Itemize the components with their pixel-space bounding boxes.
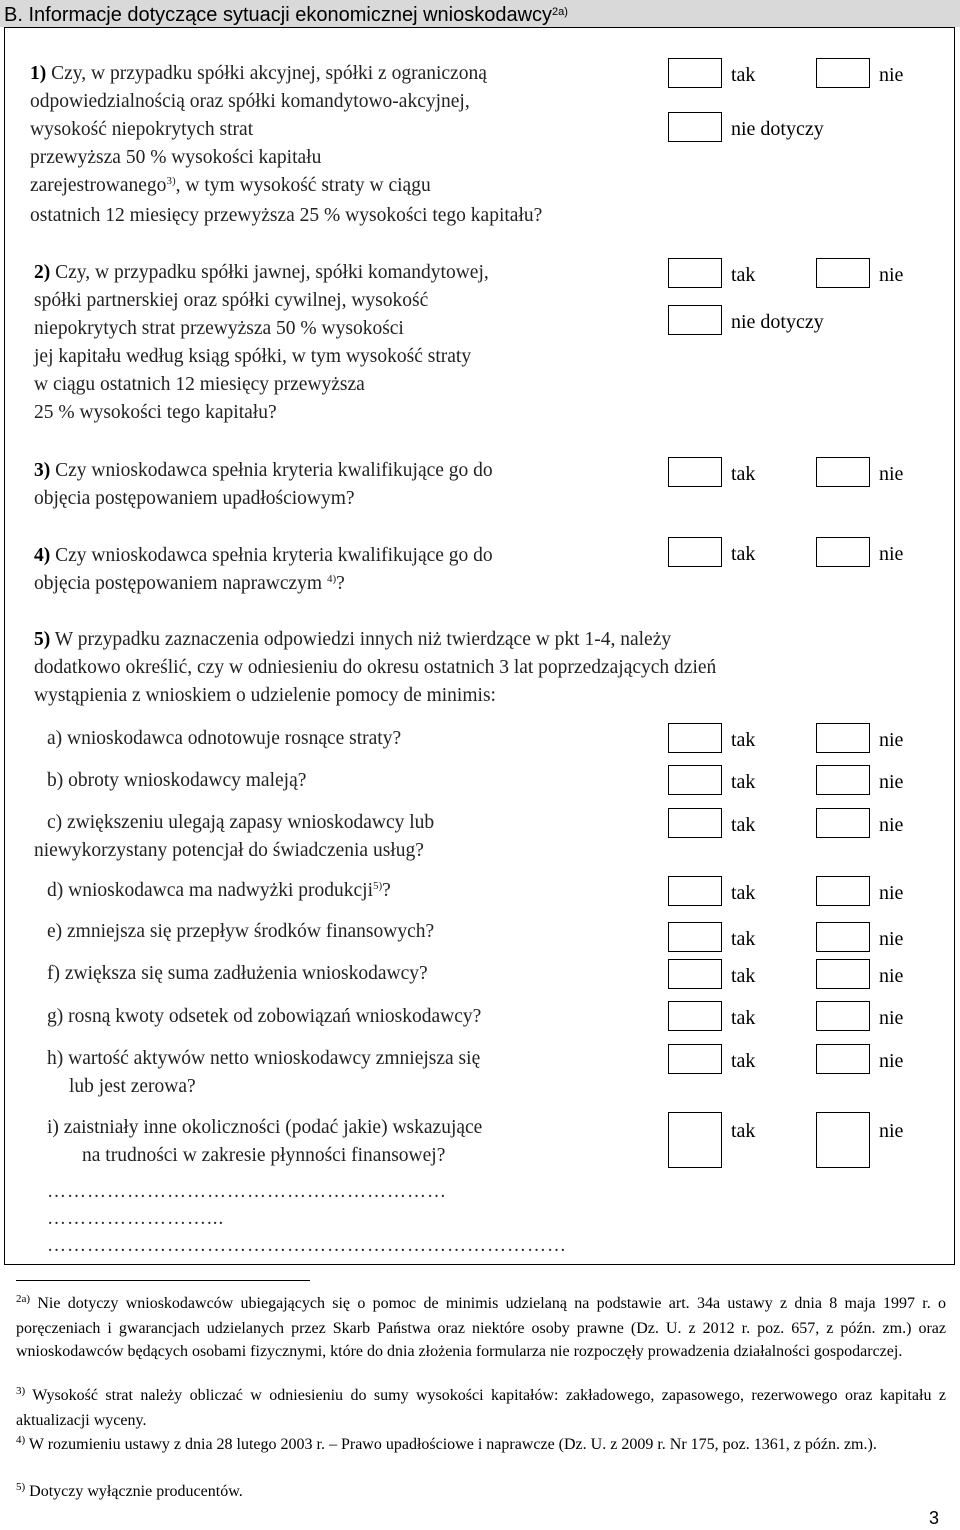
question-3 (34, 457, 493, 513)
q1-nie-label: nie (879, 64, 904, 86)
subquestion-line: c) zwiększeniu ulegają zapasy wnioskodawcy lub (47, 812, 435, 833)
qf-nie-label: nie (879, 965, 904, 987)
qg-tak-checkbox[interactable] (668, 1001, 722, 1031)
section-title-text: B. Informacje dotyczące sytuacji ekonomicznej wnioskodawcy (4, 4, 553, 26)
subquestion-line: e) zmniejsza się przepływ środków finansowych? (47, 921, 435, 942)
qg-nie-label: nie (879, 1007, 904, 1029)
qi-tak-label: tak (731, 1120, 756, 1142)
question-1 (30, 60, 542, 230)
question-1-line: , w tym wysokość straty w ciągu (175, 175, 431, 196)
subquestion-h (47, 1045, 480, 1101)
q1-nie-dotyczy-checkbox[interactable] (668, 112, 722, 142)
q2-tak-label: tak (731, 264, 756, 286)
question-5-number: 5) (34, 629, 51, 650)
subquestion-line: i) zaistniały inne okoliczności (podać jakie) wskazujące (47, 1117, 483, 1138)
section-title (4, 3, 568, 30)
subquestion-line: na trudności w zakresie płynności finansowej? (82, 1145, 446, 1166)
q1-nie-dotyczy-label: nie dotyczy (731, 118, 824, 140)
qc-tak-checkbox[interactable] (668, 808, 722, 838)
question-4-number: 4) (34, 545, 51, 566)
subquestion-e (47, 918, 434, 946)
footnote-mark: 4) (16, 1434, 26, 1446)
qa-nie-label: nie (879, 729, 904, 751)
qd-tak-label: tak (731, 882, 756, 904)
fill-in-line-1[interactable]: …………………………………………………… (47, 1181, 447, 1202)
question-2-line: 25 % wysokości tego kapitału? (34, 402, 277, 423)
qe-nie-label: nie (879, 928, 904, 950)
qd-nie-label: nie (879, 882, 904, 904)
footnote-text: Wysokość strat należy obliczać w odniesieniu do sumy wysokości kapitałów: zakładowego, zapasowego, rezerwowego oraz kapitału z aktualizacji wyceny. (16, 1387, 946, 1429)
qc-nie-checkbox[interactable] (816, 808, 870, 838)
qh-nie-label: nie (879, 1050, 904, 1072)
footnote-separator (16, 1280, 310, 1281)
qa-tak-label: tak (731, 729, 756, 751)
q3-nie-label: nie (879, 463, 904, 485)
footnote-ref: 5) (373, 880, 383, 892)
subquestion-tail: ? (382, 880, 391, 901)
question-2-line: Czy, w przypadku spółki jawnej, spółki komandytowej, (50, 262, 489, 283)
qh-tak-checkbox[interactable] (668, 1044, 722, 1074)
subquestion-line: b) obroty wnioskodawcy maleją? (47, 770, 307, 791)
qi-tak-checkbox[interactable] (668, 1112, 722, 1168)
q3-tak-label: tak (731, 463, 756, 485)
question-2-line: niepokrytych strat przewyższa 50 % wysokości (34, 318, 404, 339)
q2-nie-dotyczy-label: nie dotyczy (731, 311, 824, 333)
question-1-line: odpowiedzialnością oraz spółki komandytowo-akcyjnej, (30, 91, 470, 112)
footnote-4 (16, 1433, 946, 1458)
q4-nie-checkbox[interactable] (816, 537, 870, 567)
subquestion-c (34, 809, 435, 865)
question-3-line: objęcia postępowaniem upadłościowym? (34, 488, 355, 509)
qb-nie-label: nie (879, 771, 904, 793)
footnote-3 (16, 1384, 946, 1432)
q4-tak-label: tak (731, 543, 756, 565)
footnote-ref: 4) (326, 573, 337, 585)
qd-tak-checkbox[interactable] (668, 876, 722, 906)
qf-tak-checkbox[interactable] (668, 959, 722, 989)
q3-nie-checkbox[interactable] (816, 457, 870, 487)
question-1-number: 1) (30, 63, 47, 84)
qc-nie-label: nie (879, 814, 904, 836)
qe-tak-checkbox[interactable] (668, 922, 722, 952)
subquestion-line: h) wartość aktywów netto wnioskodawcy zmniejsza się (47, 1048, 481, 1069)
q4-tak-checkbox[interactable] (668, 537, 722, 567)
question-1-line: zarejestrowanego (30, 175, 167, 196)
footnote-text: W rozumieniu ustawy z dnia 28 lutego 2003 r. – Prawo upadłościowe i naprawcze (Dz. U. z 2009 r. Nr 175, poz. 1361, z późn. zm.). (25, 1436, 877, 1453)
qb-tak-label: tak (731, 771, 756, 793)
question-5-line: dodatkowo określić, czy w odniesieniu do okresu ostatnich 3 lat poprzedzających dzień (34, 657, 717, 678)
subquestion-line: d) wnioskodawca ma nadwyżki produkcji (47, 880, 373, 901)
q1-tak-checkbox[interactable] (668, 58, 722, 88)
qc-tak-label: tak (731, 814, 756, 836)
subquestion-f (47, 960, 428, 988)
qh-tak-label: tak (731, 1050, 756, 1072)
footnote-mark: 5) (16, 1481, 26, 1493)
q3-tak-checkbox[interactable] (668, 457, 722, 487)
footnote-5 (16, 1480, 946, 1505)
subquestion-i (47, 1114, 482, 1170)
footnote-ref: 3) (166, 175, 176, 187)
question-3-line: Czy wnioskodawca spełnia kryteria kwalifikujące go do (50, 460, 493, 481)
subquestion-g (47, 1003, 481, 1031)
subquestion-a (47, 725, 401, 753)
question-2-number: 2) (34, 262, 51, 283)
question-4-line: Czy wnioskodawca spełnia kryteria kwalifikujące go do (50, 545, 493, 566)
subquestion-line: lub jest zerowa? (69, 1076, 196, 1097)
qg-nie-checkbox[interactable] (816, 1001, 870, 1031)
q2-tak-checkbox[interactable] (668, 258, 722, 288)
question-1-line: przewyższa 50 % wysokości kapitału (30, 147, 322, 168)
q1-nie-checkbox[interactable] (816, 58, 870, 88)
page-number: 3 (929, 1508, 940, 1528)
footnote-mark: 3) (16, 1385, 26, 1397)
footnote-mark: 2a) (16, 1293, 31, 1305)
subquestion-line: niewykorzystany potencjał do świadczenia usług? (34, 840, 424, 861)
footnote-2a (16, 1292, 946, 1363)
question-2-line: w ciągu ostatnich 12 miesięcy przewyższa (34, 374, 365, 395)
qb-nie-checkbox[interactable] (816, 765, 870, 795)
qi-nie-checkbox[interactable] (816, 1112, 870, 1168)
question-4-line: objęcia postępowaniem naprawczym (34, 573, 327, 594)
qa-nie-checkbox[interactable] (816, 723, 870, 753)
q4-nie-label: nie (879, 543, 904, 565)
qa-tak-checkbox[interactable] (668, 723, 722, 753)
question-2-line: spółki partnerskiej oraz spółki cywilnej, wysokość (34, 290, 429, 311)
subquestion-line: g) rosną kwoty odsetek od zobowiązań wnioskodawcy? (47, 1006, 482, 1027)
qh-nie-checkbox[interactable] (816, 1044, 870, 1074)
qd-nie-checkbox[interactable] (816, 876, 870, 906)
q2-nie-label: nie (879, 264, 904, 286)
fill-in-line-3[interactable]: …………………………………………………………………… (47, 1235, 567, 1256)
qg-tak-label: tak (731, 1007, 756, 1029)
qb-tak-checkbox[interactable] (668, 765, 722, 795)
qf-nie-checkbox[interactable] (816, 959, 870, 989)
qe-tak-label: tak (731, 928, 756, 950)
footnote-text: Dotyczy wyłącznie producentów. (25, 1483, 243, 1500)
question-4-tail: ? (336, 573, 345, 594)
question-5 (34, 626, 716, 710)
qi-nie-label: nie (879, 1120, 904, 1142)
section-title-footnote-ref: 2a) (552, 6, 568, 18)
qe-nie-checkbox[interactable] (816, 922, 870, 952)
q2-nie-checkbox[interactable] (816, 258, 870, 288)
question-4 (34, 542, 493, 600)
subquestion-line: a) wnioskodawca odnotowuje rosnące straty? (47, 728, 402, 749)
footnote-text: Nie dotyczy wnioskodawców ubiegających się o pomoc de minimis udzielaną na podstawie art. 34a ustawy z dnia 8 maja 1997 r. o poręczeniach i gwarancjach udzielanych przez Skarb Państwa oraz niektóre osoby prawne (Dz. U. z 2012 r. poz. 657, z późn. zm.) oraz wnioskodawców będących osobami fizycznymi, które do dnia złożenia formularza nie rozpoczęły prowadzenia działalności gospodarczej. (16, 1295, 946, 1360)
question-1-line: Czy, w przypadku spółki akcyjnej, spółki z ograniczoną (46, 63, 487, 84)
question-1-line: ostatnich 12 miesięcy przewyższa 25 % wysokości tego kapitału? (30, 205, 543, 226)
subquestion-d (47, 877, 391, 907)
fill-in-line-2[interactable]: ……………………... (47, 1208, 225, 1229)
question-1-line: wysokość niepokrytych strat (30, 119, 254, 140)
question-3-number: 3) (34, 460, 51, 481)
question-2-line: jej kapitału według ksiąg spółki, w tym wysokość straty (34, 346, 472, 367)
question-5-line: wystąpienia z wnioskiem o udzielenie pomocy de minimis: (34, 685, 496, 706)
q2-nie-dotyczy-checkbox[interactable] (668, 305, 722, 335)
qf-tak-label: tak (731, 965, 756, 987)
subquestion-line: f) zwiększa się suma zadłużenia wnioskodawcy? (47, 963, 428, 984)
q1-tak-label: tak (731, 64, 756, 86)
question-2 (34, 259, 489, 427)
question-5-line: W przypadku zaznaczenia odpowiedzi innych niż twierdzące w pkt 1-4, należy (50, 629, 672, 650)
subquestion-b (47, 767, 306, 795)
